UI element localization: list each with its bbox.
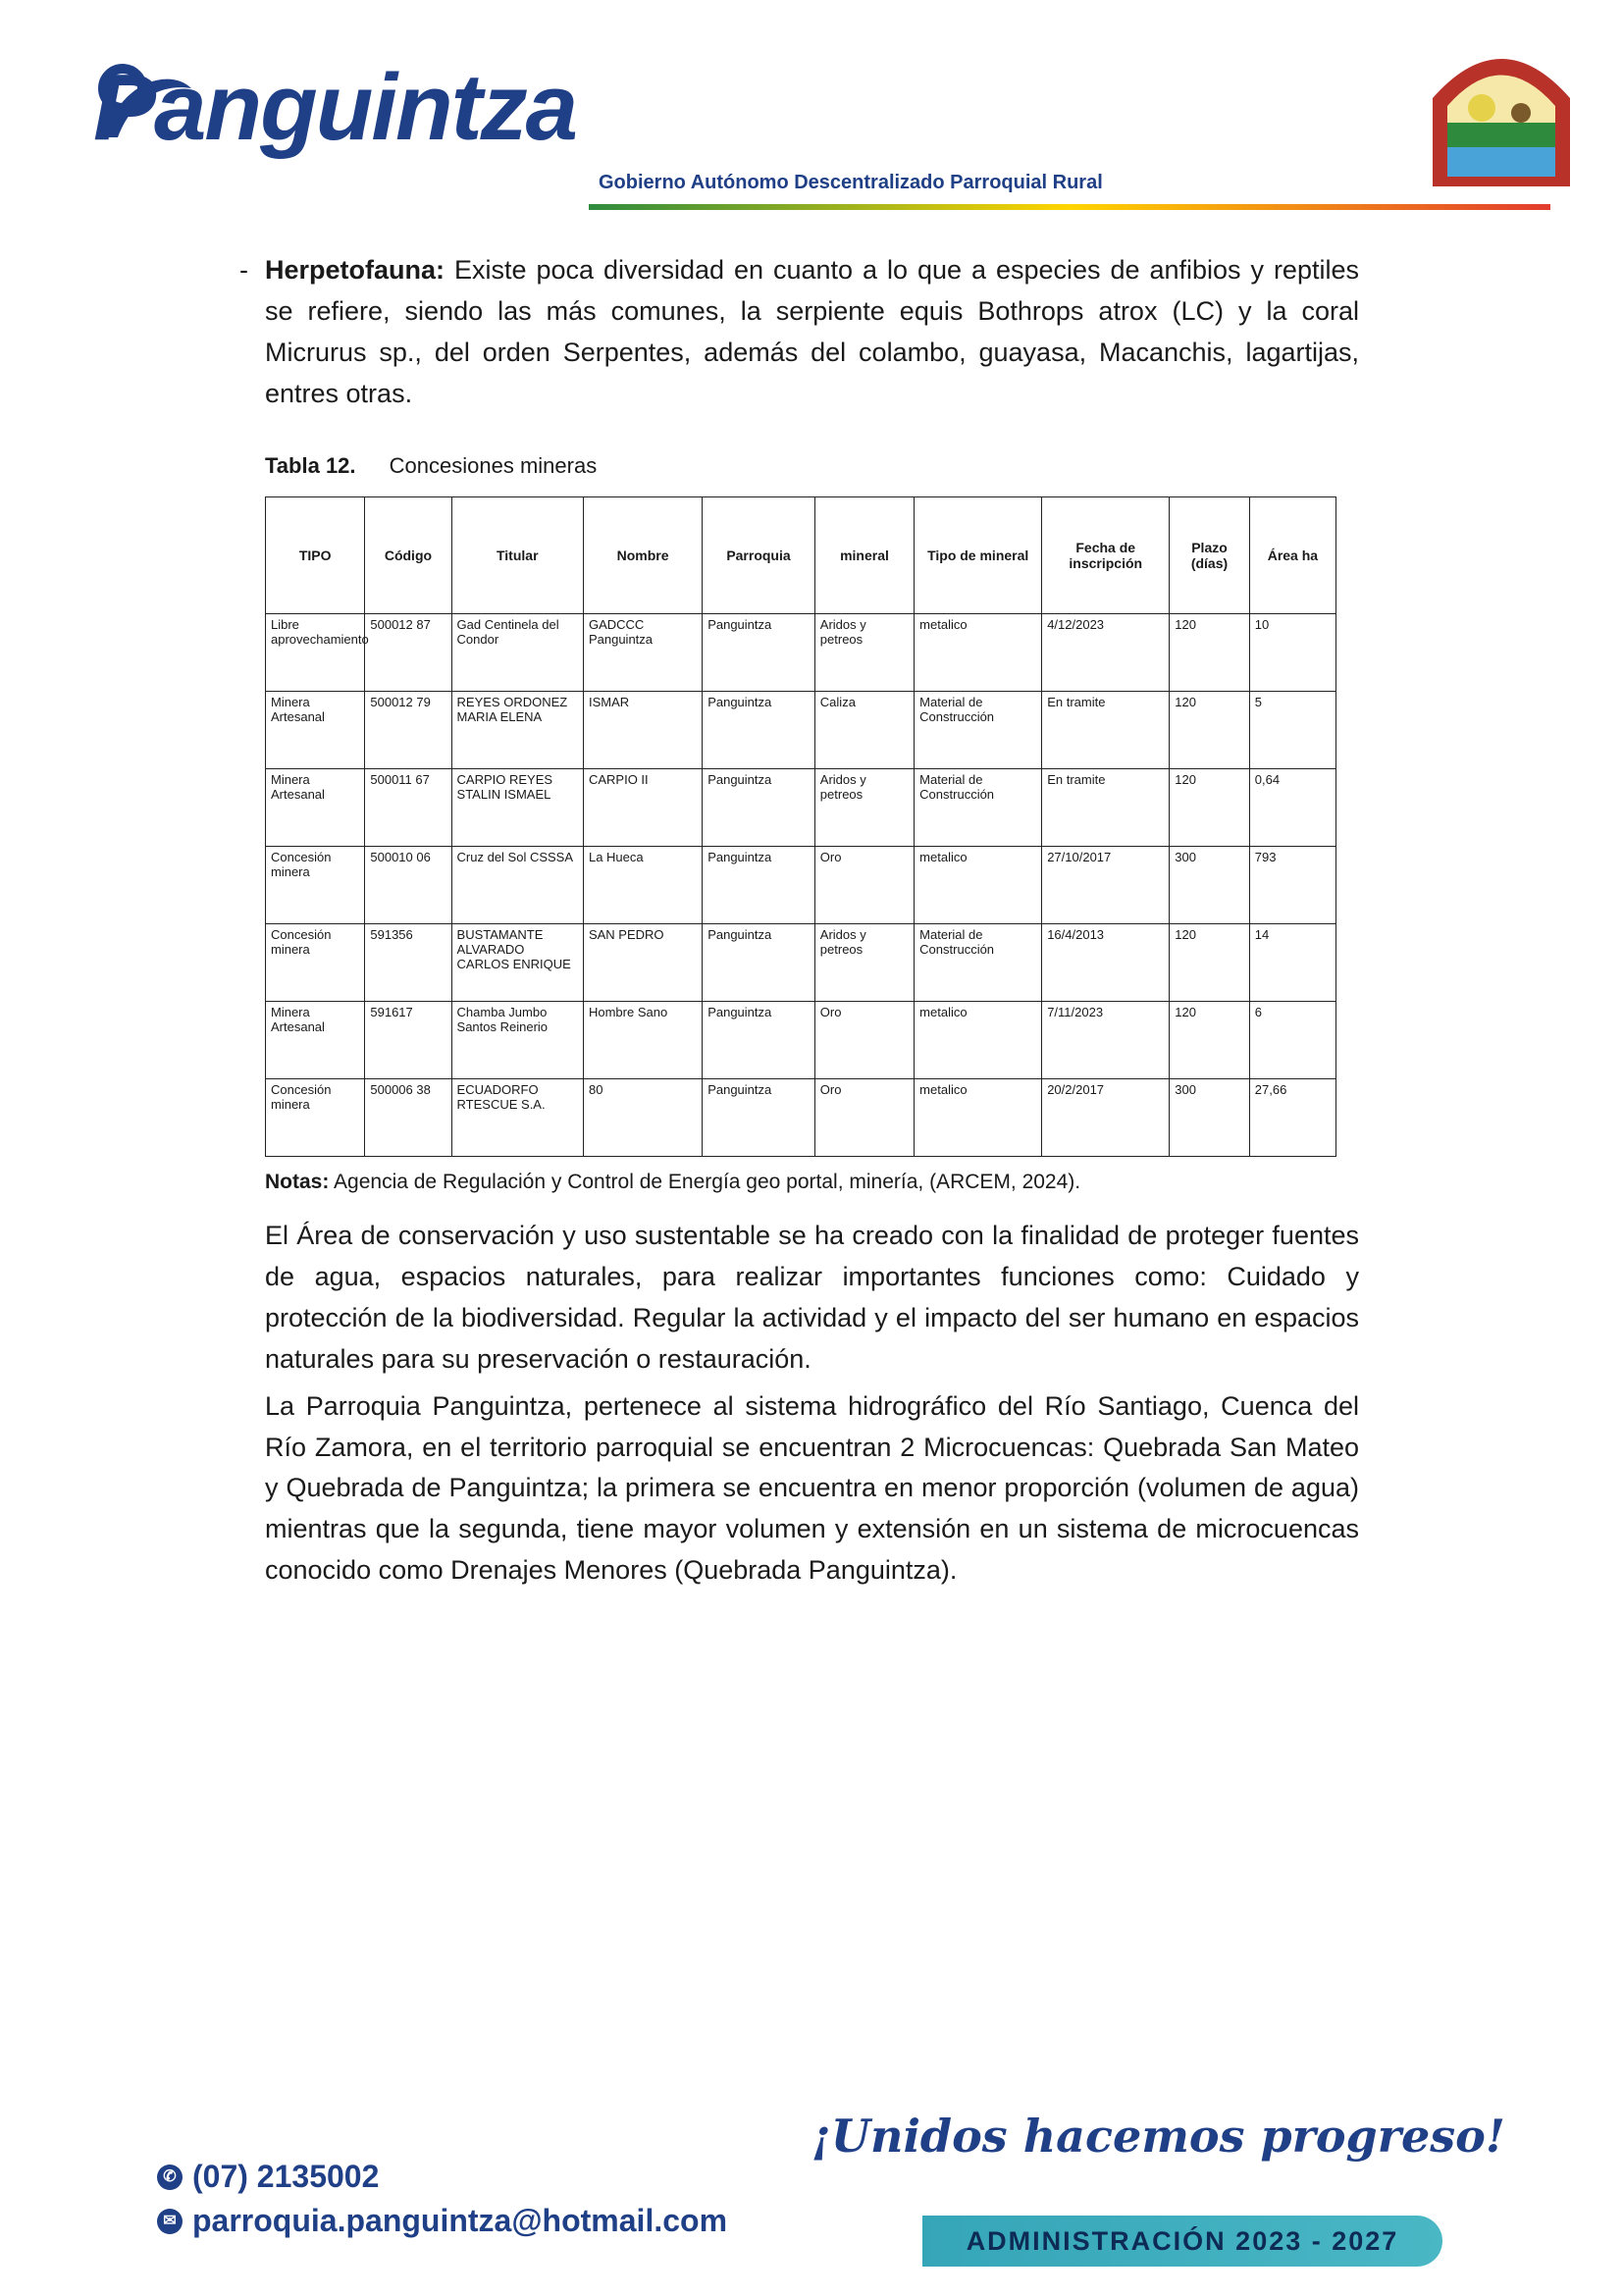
table-cell: Concesión minera	[266, 1079, 365, 1157]
table-cell: 500006 38	[365, 1079, 451, 1157]
table-cell: 27,66	[1249, 1079, 1335, 1157]
table-cell: Gad Centinela del Condor	[451, 614, 583, 692]
page-content	[239, 250, 1359, 1597]
table-cell: Concesión minera	[266, 847, 365, 924]
table-cell: 120	[1170, 692, 1250, 769]
table-cell: Panguintza	[703, 1002, 815, 1079]
email-row	[157, 2203, 727, 2239]
table-cell: 16/4/2013	[1042, 924, 1170, 1002]
table-cell: Aridos y petreos	[814, 924, 914, 1002]
institution-name: Gobierno Autónomo Descentralizado Parroquial Rural	[599, 172, 1103, 193]
table-cell: Minera Artesanal	[266, 1002, 365, 1079]
table-cell: 80	[583, 1079, 702, 1157]
table-caption	[265, 453, 1359, 479]
table-cell: Cruz del Sol CSSSA	[451, 847, 583, 924]
column-header: TIPO	[266, 497, 365, 614]
page-header	[0, 0, 1623, 226]
table-cell: Material de Construcción	[915, 924, 1042, 1002]
logo-wordmark: Panguintza	[93, 55, 577, 160]
table-cell: 120	[1170, 769, 1250, 847]
phone-row	[157, 2159, 727, 2195]
email-icon: ✉	[157, 2209, 183, 2234]
administration-banner: ADMINISTRACIÓN 2023 - 2027	[922, 2216, 1442, 2267]
table-cell: metalico	[915, 847, 1042, 924]
table-cell: 500012 79	[365, 692, 451, 769]
column-header: Código	[365, 497, 451, 614]
email-address: parroquia.panguintza@hotmail.com	[192, 2203, 728, 2238]
table-body	[266, 614, 1336, 1157]
phone-icon: ✆	[157, 2165, 183, 2190]
column-header: Fecha de inscripción	[1042, 497, 1170, 614]
herpetofauna-label: Herpetofauna:	[265, 255, 445, 285]
table-cell: CARPIO REYES STALIN ISMAEL	[451, 769, 583, 847]
table-cell: 120	[1170, 614, 1250, 692]
parish-crest-icon	[1413, 29, 1590, 206]
table-cell: Oro	[814, 1002, 914, 1079]
herpetofauna-paragraph	[239, 250, 1359, 414]
table-cell: En tramite	[1042, 769, 1170, 847]
table-cell: Material de Construcción	[915, 692, 1042, 769]
table-cell: 14	[1249, 924, 1335, 1002]
table-cell: 120	[1170, 1002, 1250, 1079]
table-cell: 300	[1170, 847, 1250, 924]
table-cell: En tramite	[1042, 692, 1170, 769]
conservation-paragraph: El Área de conservación y uso sustentable se ha creado con la finalidad de proteger fuentes de agua, espacios naturales, para realizar importantes funciones como: Cuidado y protección de la biodiversidad. Regular la actividad y el impacto del ser humano en espacios naturales para su preservación o restauración.	[265, 1221, 1359, 1374]
column-header: Parroquia	[703, 497, 815, 614]
table-cell: metalico	[915, 1002, 1042, 1079]
table-cell: Panguintza	[703, 769, 815, 847]
table-row	[266, 1002, 1336, 1079]
notes-text: Agencia de Regulación y Control de Energía geo portal, minería, (ARCEM, 2024).	[334, 1171, 1081, 1194]
table-cell: 591356	[365, 924, 451, 1002]
table-cell: ISMAR	[583, 692, 702, 769]
table-cell: 4/12/2023	[1042, 614, 1170, 692]
table-cell: BUSTAMANTE ALVARADO CARLOS ENRIQUE	[451, 924, 583, 1002]
table-cell: metalico	[915, 614, 1042, 692]
table-cell: Panguintza	[703, 692, 815, 769]
table-cell: Chamba Jumbo Santos Reinerio	[451, 1002, 583, 1079]
herpetofauna-text: Existe poca diversidad en cuanto a lo que a especies de anfibios y reptiles se refiere, siendo las más comunes, la serpiente equis Bothrops atrox (LC) y la coral Micrurus sp., del orden Serpentes, además del colambo, guayasa, Macanchis, lagartijas, entres otras.	[265, 255, 1359, 408]
table-cell: Panguintza	[703, 1079, 815, 1157]
header-divider	[589, 204, 1550, 210]
table-cell: 500011 67	[365, 769, 451, 847]
table-cell: 793	[1249, 847, 1335, 924]
table-cell: Aridos y petreos	[814, 614, 914, 692]
table-cell: Oro	[814, 1079, 914, 1157]
table-cell: Minera Artesanal	[266, 692, 365, 769]
table-cell: Panguintza	[703, 614, 815, 692]
table-cell: 7/11/2023	[1042, 1002, 1170, 1079]
table-cell: 6	[1249, 1002, 1335, 1079]
table-cell: Panguintza	[703, 924, 815, 1002]
mining-concessions-table	[265, 496, 1336, 1157]
table-title: Concesiones mineras	[389, 453, 598, 479]
table-cell: CARPIO II	[583, 769, 702, 847]
column-header: Plazo (días)	[1170, 497, 1250, 614]
table-cell: 300	[1170, 1079, 1250, 1157]
table-cell: Concesión minera	[266, 924, 365, 1002]
table-cell: Panguintza	[703, 847, 815, 924]
table-row	[266, 692, 1336, 769]
table-cell: REYES ORDONEZ MARIA ELENA	[451, 692, 583, 769]
table-cell: Material de Construcción	[915, 769, 1042, 847]
table-cell: 120	[1170, 924, 1250, 1002]
contact-info	[157, 2159, 727, 2247]
table-cell: La Hueca	[583, 847, 702, 924]
table-row	[266, 769, 1336, 847]
table-cell: 5	[1249, 692, 1335, 769]
table-cell: Aridos y petreos	[814, 769, 914, 847]
phone-number: (07) 2135002	[192, 2159, 380, 2194]
table-header-row	[266, 497, 1336, 614]
table-cell: Oro	[814, 847, 914, 924]
bullet-dash: -	[239, 255, 248, 285]
column-header: Titular	[451, 497, 583, 614]
table-cell: 591617	[365, 1002, 451, 1079]
table-cell: SAN PEDRO	[583, 924, 702, 1002]
table-row	[266, 1079, 1336, 1157]
table-cell: 500010 06	[365, 847, 451, 924]
column-header: Área ha	[1249, 497, 1335, 614]
table-row	[266, 847, 1336, 924]
table-cell: ECUADORFO RTESCUE S.A.	[451, 1079, 583, 1157]
table-cell: 27/10/2017	[1042, 847, 1170, 924]
slogan: ¡Unidos hacemos progreso!	[811, 2110, 1505, 2163]
notes-label: Notas:	[265, 1171, 330, 1194]
column-header: mineral	[814, 497, 914, 614]
table-cell: Libre aprovechamiento	[266, 614, 365, 692]
table-cell: 0,64	[1249, 769, 1335, 847]
table-cell: 20/2/2017	[1042, 1079, 1170, 1157]
table-cell: GADCCC Panguintza	[583, 614, 702, 692]
table-cell: Minera Artesanal	[266, 769, 365, 847]
table-row	[266, 614, 1336, 692]
table-cell: 500012 87	[365, 614, 451, 692]
table-cell: 10	[1249, 614, 1335, 692]
table-cell: Hombre Sano	[583, 1002, 702, 1079]
column-header: Tipo de mineral	[915, 497, 1042, 614]
table-cell: metalico	[915, 1079, 1042, 1157]
table-number: Tabla 12.	[265, 453, 356, 479]
table-row	[266, 924, 1336, 1002]
table-notes	[265, 1171, 1359, 1194]
table-cell: Caliza	[814, 692, 914, 769]
hydrography-paragraph: La Parroquia Panguintza, pertenece al sistema hidrográfico del Río Santiago, Cuenca del Río Zamora, en el territorio parroquial se encuentran 2 Microcuencas: Quebrada San Mateo y Quebrada de Panguintza; la primera se encuentra en menor proporción (volumen de agua) mientras que la segunda, tiene mayor volumen y extensión en un sistema de microcuencas conocido como Drenajes Menores (Quebrada Panguintza).	[265, 1390, 1359, 1586]
column-header: Nombre	[583, 497, 702, 614]
